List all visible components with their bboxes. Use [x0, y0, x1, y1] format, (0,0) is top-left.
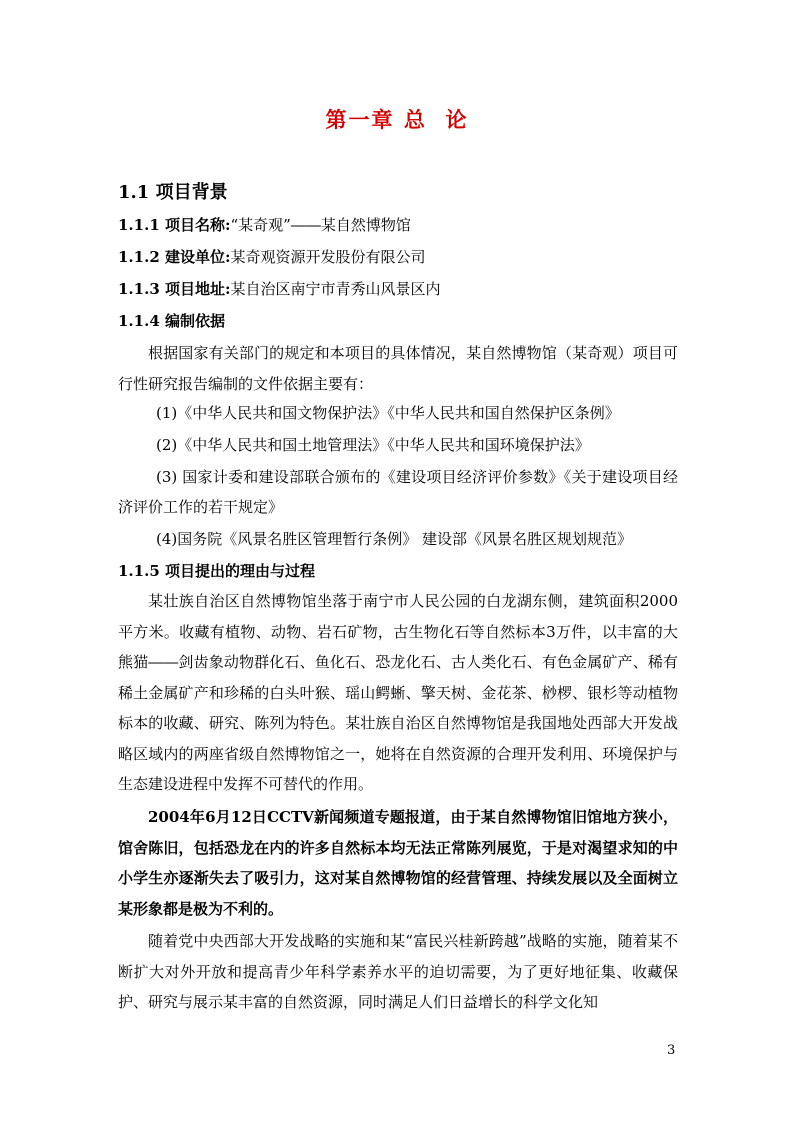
- item-1-1-1-value: “某奇观”――某自然博物馆: [230, 216, 411, 234]
- item-1-1-3-label: 1.1.3 项目地址:: [118, 280, 231, 298]
- chapter-title: 第一章 总 论: [325, 107, 469, 132]
- basis-list-item-4: (4)国务院《风景名胜区管理暂行条例》 建设部《风景名胜区规划规范》: [156, 530, 633, 548]
- item-1-1-5: [118, 560, 315, 582]
- item-1-1-2-label: 1.1.2 建设单位:: [118, 248, 231, 266]
- section-heading-1-1: 1.1 项目背景: [118, 182, 228, 203]
- item-1-1-3-value: 某自治区南宁市青秀山风景区内: [230, 280, 441, 298]
- page-number: 3: [667, 1043, 676, 1058]
- item-1-1-2-value: 某奇观资源开发股份有限公司: [230, 248, 426, 266]
- item-1-1-1-label: 1.1.1 项目名称:: [118, 216, 231, 234]
- basis-list-item-1: (1)《中华人民共和国文物保护法》《中华人民共和国自然保护区条例》: [156, 404, 620, 422]
- item-1-1-2: [118, 246, 426, 268]
- item-1-1-1: [118, 214, 411, 236]
- basis-list-item-2: (2)《中华人民共和国土地管理法》《中华人民共和国环境保护法》: [156, 436, 590, 454]
- item-1-1-4-label: 1.1.4 编制依据: [118, 312, 225, 330]
- cctv-paragraph: 2004年6月12日CCTV新闻频道专题报道，由于某自然博物馆旧馆地方狭小，馆舍陈旧，包括恐龙在内的许多自然标本均无法正常陈列展览，于是对渴望求知的中小学生亦逐渐失去了吸引力，这对某自然博物馆的经营管理、持续发展以及全面树立某形象都是极为不利的。: [118, 808, 678, 918]
- item-1-1-3: [118, 278, 441, 300]
- basis-list-item-3: (3) 国家计委和建设部联合颁布的《建设项目经济评价参数》《关于建设项目经济评价工作的若干规定》: [118, 468, 678, 516]
- strategy-paragraph: 随着党中央西部大开发战略的实施和某“富民兴桂新跨越”战略的实施，随着某不断扩大对外开放和提高青少年科学素养水平的迫切需要，为了更好地征集、收藏保护、研究与展示某丰富的自然资源，同时满足人们日益增长的科学文化知: [118, 932, 678, 1011]
- museum-paragraph: 某壮族自治区自然博物馆坐落于南宁市人民公园的白龙湖东侧，建筑面积2000平方米。收藏有植物、动物、岩石矿物，古生物化石等自然标本3万件，以丰富的大熊猫――剑齿象动物群化石、鱼化石、恐龙化石、古人类化石、有色金属矿产、稀有稀土金属矿产和珍稀的白头叶猴、瑶山鳄蜥、擎天树、金花茶、桫椤、银杉等动植物标本的收藏、研究、陈列为特色。某壮族自治区自然博物馆是我国地处西部大开发战略区域内的两座省级自然博物馆之一，她将在自然资源的合理开发利用、环境保护与生态建设进程中发挥不可替代的作用。: [118, 592, 678, 793]
- item-1-1-4: [118, 310, 225, 332]
- item-1-1-5-label: 1.1.5 项目提出的理由与过程: [118, 562, 315, 580]
- basis-intro-paragraph: 根据国家有关部门的规定和本项目的具体情况，某自然博物馆（某奇观）项目可行性研究报告编制的文件依据主要有：: [118, 344, 678, 393]
